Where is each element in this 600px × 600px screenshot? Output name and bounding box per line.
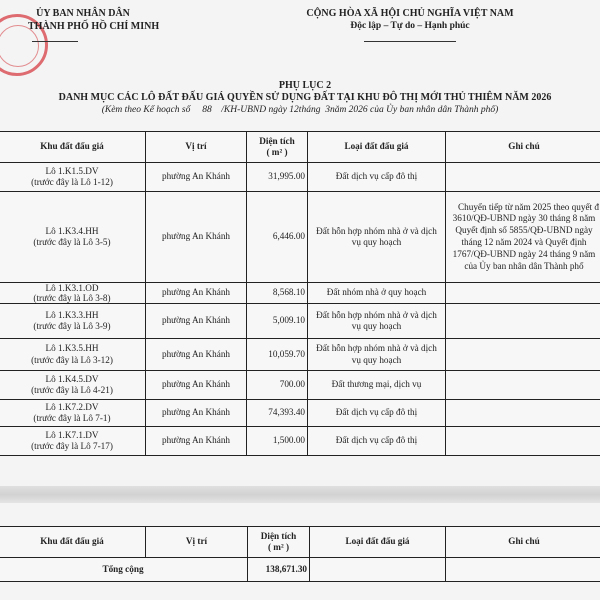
motto: Độc lập – Tự do – Hạnh phúc — [350, 21, 470, 31]
location-cell: phường An Khánh — [146, 163, 247, 192]
note-cell — [446, 163, 600, 192]
col-area-label: Diện tích — [259, 135, 295, 146]
location-cell: phường An Khánh — [146, 339, 247, 371]
divider — [364, 41, 456, 42]
location-cell: phường An Khánh — [146, 192, 247, 283]
col-type: Loại đất đấu giá — [310, 527, 446, 558]
type-line: Đất dịch vụ cấp đô thị — [335, 407, 418, 418]
nation-name: CỘNG HÒA XÃ HỘI CHỦ NGHĨA VIỆT NAM — [306, 8, 514, 19]
divider — [32, 41, 78, 42]
type-cell — [308, 163, 446, 192]
total-area: 138,671.30 — [248, 558, 310, 582]
type-cell — [308, 304, 446, 339]
lot-previous: (trước đây là Lô 3-8) — [33, 293, 111, 303]
table-row — [0, 192, 600, 283]
area-cell: 700.00 — [247, 371, 308, 400]
total-row — [0, 558, 600, 582]
type-cell — [308, 192, 446, 283]
total-label: Tổng cộng — [0, 558, 248, 582]
col-note: Ghi chú — [446, 132, 600, 163]
document-subtitle: (Kèm theo Kế hoạch số 88 /KH-UBND ngày 12tháng 3năm 2026 của Ủy ban nhân dân Thành phố) — [101, 105, 499, 115]
area-cell: 74,393.40 — [247, 400, 308, 427]
lot-cell — [0, 339, 146, 371]
note-line: Quyết định số 5855/QĐ-UBND ngày — [455, 225, 593, 236]
note-line: 3610/QĐ-UBND ngày 30 tháng 8 năm — [452, 213, 596, 224]
area-cell: 6,446.00 — [247, 192, 308, 283]
note-cell — [446, 558, 600, 582]
lot-previous: (trước đây là Lô 4-21) — [31, 385, 113, 395]
lot-previous: (trước đây là Lô 3-9) — [33, 321, 111, 331]
table-row — [0, 304, 600, 339]
lot-cell — [0, 427, 146, 456]
table-row — [0, 163, 600, 192]
total-table — [0, 526, 600, 582]
lot-previous: (trước đây là Lô 7-17) — [31, 441, 113, 451]
land-lots-table — [0, 131, 600, 456]
type-line: vụ quy hoạch — [351, 321, 402, 331]
note-cell — [446, 304, 600, 339]
lot-code: Lô 1.K4.5.DV — [45, 373, 99, 384]
table-row — [0, 283, 600, 304]
note-line: 1767/QĐ-UBND ngày 24 tháng 9 năm — [452, 248, 596, 259]
table-row — [0, 371, 600, 400]
type-cell — [308, 339, 446, 371]
type-cell — [308, 283, 446, 304]
lot-code: Lô 1.K3.1.OD — [45, 283, 99, 293]
table-header-row — [0, 132, 600, 163]
lot-previous: (trước đây là Lô 1-12) — [31, 177, 113, 187]
agency-name: ỦY BAN NHÂN DÂN — [36, 8, 130, 19]
type-cell — [310, 558, 446, 582]
note-cell — [446, 427, 600, 456]
note-cell — [446, 400, 600, 427]
table-header-row — [0, 527, 600, 558]
city-name: THÀNH PHỐ HỒ CHÍ MINH — [28, 21, 160, 32]
lot-previous: (trước đây là Lô 3-12) — [31, 354, 113, 365]
location-cell: phường An Khánh — [146, 400, 247, 427]
note-line: Chuyển tiếp từ năm 2025 theo quyết đ — [458, 201, 599, 212]
table-row — [0, 339, 600, 371]
header-right — [300, 8, 520, 31]
lot-code: Lô 1.K3.3.HH — [45, 309, 99, 320]
col-location: Vị trí — [146, 132, 247, 163]
lot-cell — [0, 192, 146, 283]
lot-cell — [0, 163, 146, 192]
note-cell — [446, 192, 600, 283]
type-line: Đất dịch vụ cấp đô thị — [335, 435, 418, 446]
col-area-unit: ( m² ) — [266, 147, 288, 157]
col-type: Loại đất đấu giá — [308, 132, 446, 163]
lot-cell — [0, 283, 146, 304]
col-note: Ghi chú — [446, 527, 600, 558]
note-cell — [446, 371, 600, 400]
lot-code: Lô 1.K1.5.DV — [45, 165, 99, 176]
location-cell: phường An Khánh — [146, 427, 247, 456]
note-cell — [446, 339, 600, 371]
table-row — [0, 427, 600, 456]
type-line: Đất hỗn hợp nhóm nhà ở và dịch — [316, 309, 437, 320]
area-cell: 10,059.70 — [247, 339, 308, 371]
type-line: vụ quy hoạch — [351, 354, 402, 365]
area-cell: 8,568.10 — [247, 283, 308, 304]
area-cell: 1,500.00 — [247, 427, 308, 456]
location-cell: phường An Khánh — [146, 283, 247, 304]
appendix-label: PHỤ LỤC 2 — [278, 80, 332, 91]
area-cell: 5,009.10 — [247, 304, 308, 339]
lot-cell — [0, 400, 146, 427]
lot-cell — [0, 304, 146, 339]
lot-code: Lô 1.K7.2.DV — [45, 401, 99, 412]
lot-code: Lô 1.K7.1.DV — [45, 429, 99, 440]
type-cell — [308, 427, 446, 456]
document-title: DANH MỤC CÁC LÔ ĐẤT ĐẤU GIÁ QUYỀN SỬ DỤNG ĐẤT TẠI KHU ĐÔ THỊ MỚI THỦ THIÊM NĂM 2026 — [58, 92, 552, 103]
type-line: vụ quy hoạch — [351, 237, 402, 247]
lot-previous: (trước đây là Lô 3-5) — [33, 237, 111, 247]
note-line: tháng 12 năm 2024 và Quyết định — [461, 237, 587, 247]
col-lot: Khu đất đấu giá — [0, 527, 146, 558]
col-area — [247, 132, 308, 163]
type-line: Đất dịch vụ cấp đô thị — [335, 171, 418, 182]
area-cell: 31,995.00 — [247, 163, 308, 192]
col-area-label: Diện tích — [260, 530, 297, 541]
col-location: Vị trí — [146, 527, 248, 558]
type-line: Đất hỗn hợp nhóm nhà ở và dịch — [316, 225, 437, 236]
lot-cell — [0, 371, 146, 400]
lot-code: Lô 1.K3.4.HH — [45, 225, 99, 236]
location-cell: phường An Khánh — [146, 304, 247, 339]
page-break — [0, 486, 600, 503]
lot-code: Lô 1.K3.5.HH — [45, 343, 99, 353]
table-row — [0, 400, 600, 427]
type-cell — [308, 371, 446, 400]
col-area-unit: ( m² ) — [267, 542, 290, 552]
type-line: Đất thương mại, dịch vụ — [331, 379, 422, 390]
location-cell: phường An Khánh — [146, 371, 247, 400]
type-line: Đất hỗn hợp nhóm nhà ở và dịch — [316, 343, 437, 353]
lot-previous: (trước đây là Lô 7-1) — [33, 413, 111, 423]
header-left — [28, 8, 160, 32]
note-line: của Ủy ban nhân dân Thành phố — [464, 260, 584, 271]
type-line: Đất nhóm nhà ở quy hoạch — [326, 287, 427, 298]
note-cell — [446, 283, 600, 304]
type-cell — [308, 400, 446, 427]
col-lot: Khu đất đấu giá — [0, 132, 146, 163]
col-area — [248, 527, 310, 558]
